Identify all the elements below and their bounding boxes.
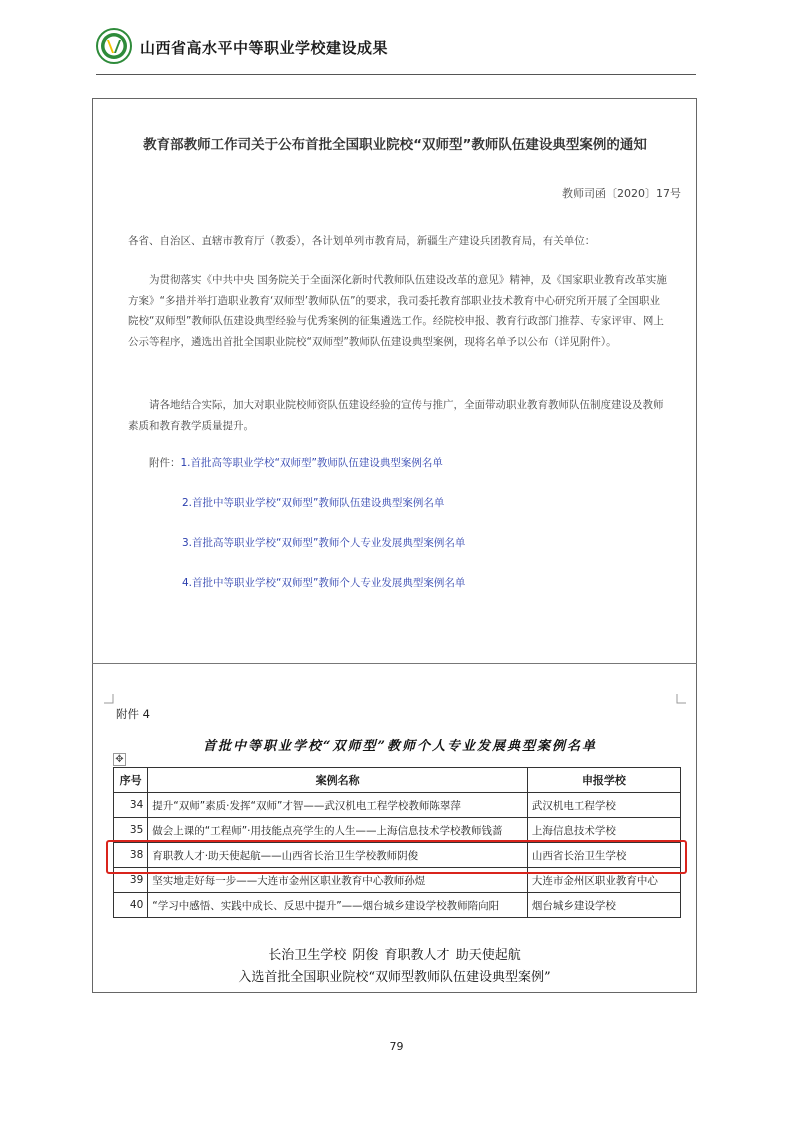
document-number: 教师司函〔2020〕17号 xyxy=(562,187,681,200)
table-row xyxy=(114,793,681,818)
row-school: 山西省长治卫生学校 xyxy=(527,843,680,868)
header-no: 序号 xyxy=(114,768,148,793)
row-case: 坚实地走好每一步——大连市金州区职业教育中心教师孙煜 xyxy=(148,868,528,893)
school-logo-icon xyxy=(96,28,132,64)
caption-line-2: 入选首批全国职业院校“双师型教师队伍建设典型案例” xyxy=(238,970,551,985)
header-school: 申报学校 xyxy=(527,768,680,793)
row-case: 做会上课的“工程师”·用技能点亮学生的人生——上海信息技术学校教师钱蔷 xyxy=(148,818,528,843)
crop-mark-right-icon xyxy=(676,694,686,704)
frame-divider xyxy=(92,663,697,664)
row-case: 提升“双师”素质·发挥“双师”才智——武汉机电工程学校教师陈翠萍 xyxy=(148,793,528,818)
attachment-link-1-label: 1.首批高等职业学校“双师型”教师队伍建设典型案例名单 xyxy=(180,457,443,469)
row-no: 40 xyxy=(114,893,148,918)
row-no: 38 xyxy=(114,843,148,868)
row-school: 烟台城乡建设学校 xyxy=(527,893,680,918)
header-case: 案例名称 xyxy=(148,768,528,793)
highlight-box xyxy=(106,840,687,874)
notice-title: 教育部教师工作司关于公布首批全国职业院校“双师型”教师队伍建设典型案例的通知 xyxy=(143,137,647,153)
notice-paragraph-1: 为贯彻落实《中共中央 国务院关于全面深化新时代教师队伍建设改革的意见》精神，及《国家职业教育改革实施方案》“多措并举打造职业教育‘双师型’教师队伍”的要求，我司委托教育部职业技术教育中心研究所开展了全国职业院校“双师型”教师队伍建设典型经验与优秀案例的征集遴选工作。经院校申报、教育行政部门推荐、专家评审、网上公示等程序，遴选出首批全国职业院校“双师型”教师队伍建设典型案例，现将名单予以公布（详见附件）。 xyxy=(128,274,667,348)
page-number: 79 xyxy=(389,1040,404,1053)
header-rule xyxy=(96,74,696,75)
table-header-row xyxy=(114,768,681,793)
salutation: 各省、自治区、直辖市教育厅（教委），各计划单列市教育局，新疆生产建设兵团教育局，有关单位： xyxy=(128,235,596,247)
row-school: 大连市金州区职业教育中心 xyxy=(527,868,680,893)
row-no: 35 xyxy=(114,818,148,843)
row-no: 39 xyxy=(114,868,148,893)
caption-line-1: 长治卫生学校 阴俊 育职教人才 助天使起航 xyxy=(268,948,521,963)
table-move-handle-icon[interactable]: ✥ xyxy=(113,753,126,766)
row-school: 上海信息技术学校 xyxy=(527,818,680,843)
attachment-link-3[interactable]: 3.首批高等职业学校“双师型”教师个人专业发展典型案例名单 xyxy=(182,537,466,549)
notice-paragraph-2: 请各地结合实际，加大对职业院校师资队伍建设经验的宣传与推广，全面带动职业教育教师队伍制度建设及教师素质和教育教学质量提升。 xyxy=(128,399,664,432)
attachment-link-1[interactable] xyxy=(149,455,443,470)
crop-mark-left-icon xyxy=(104,694,114,704)
row-no: 34 xyxy=(114,793,148,818)
row-case: 育职教人才·助天使起航——山西省长治卫生学校教师阴俊 xyxy=(148,843,528,868)
page-header xyxy=(96,28,696,74)
attachment-link-4[interactable]: 4.首批中等职业学校“双师型”教师个人专业发展典型案例名单 xyxy=(182,577,466,589)
row-school: 武汉机电工程学校 xyxy=(527,793,680,818)
annex-label: 附件 4 xyxy=(116,707,150,721)
table-row xyxy=(114,893,681,918)
table-title: 首批中等职业学校“双师型”教师个人专业发展典型案例名单 xyxy=(203,739,597,754)
header-title: 山西省高水平中等职业学校建设成果 xyxy=(140,39,389,57)
row-case: “学习中感悟、实践中成长、反思中提升”——烟台城乡建设学校教师隋向阳 xyxy=(148,893,528,918)
table-row xyxy=(114,818,681,843)
attachments-prefix: 附件： xyxy=(149,457,181,469)
attachment-link-2[interactable]: 2.首批中等职业学校“双师型”教师队伍建设典型案例名单 xyxy=(182,497,445,509)
